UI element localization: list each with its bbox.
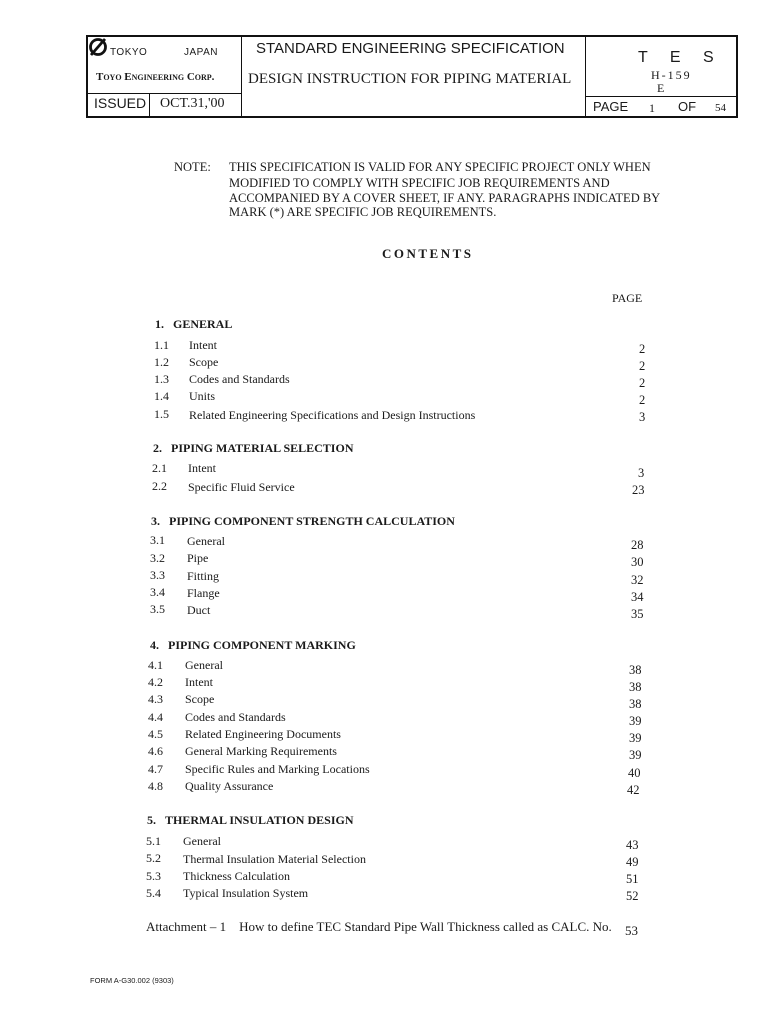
- toc-item-page: 2: [639, 342, 646, 356]
- toc-item-number: 5.2: [146, 851, 161, 865]
- toc-item-page: 38: [629, 697, 642, 711]
- contents-title: CONTENTS: [382, 246, 474, 261]
- section-number: 1.: [155, 317, 164, 331]
- toc-item-page: 39: [629, 748, 642, 762]
- toc-item-title: Pipe: [187, 551, 209, 565]
- toc-item-title: Intent: [188, 461, 216, 475]
- toc-item-number: 2.2: [152, 479, 167, 493]
- toc-item-title: Scope: [185, 692, 215, 706]
- toc-item-title: Units: [189, 389, 216, 403]
- toc-item-title: Duct: [187, 603, 211, 617]
- note-line: MODIFIED TO COMPLY WITH SPECIFIC JOB REQUIREMENTS AND: [229, 176, 610, 190]
- attachment-title: How to define TEC Standard Pipe Wall Thickness called as CALC. No.: [239, 919, 612, 934]
- document-title: DESIGN INSTRUCTION FOR PIPING MATERIAL: [248, 71, 572, 87]
- toc-item-number: 3.1: [150, 533, 165, 547]
- toc-item-page: 42: [627, 783, 640, 797]
- document-number: H-159: [651, 68, 692, 82]
- company-logo-icon: [88, 37, 108, 57]
- toc-item-number: 4.4: [148, 710, 163, 724]
- toc-item-number: 4.1: [148, 658, 163, 672]
- toc-item-page: 39: [629, 714, 642, 728]
- toc-item-number: 4.5: [148, 727, 163, 741]
- toc-item-title: Specific Rules and Marking Locations: [185, 762, 370, 776]
- toc-item-page: 38: [629, 680, 642, 694]
- toc-item-page: 40: [628, 766, 641, 780]
- section-title: PIPING MATERIAL SELECTION: [171, 441, 354, 455]
- toc-item-number: 5.4: [146, 886, 161, 900]
- toc-item-number: 1.5: [154, 407, 169, 421]
- toc-item-page: 52: [626, 889, 639, 903]
- note-line: MARK (*) ARE SPECIFIC JOB REQUIREMENTS.: [229, 205, 497, 219]
- note-label: NOTE:: [174, 160, 211, 174]
- toc-item-page: 2: [639, 393, 646, 407]
- toc-item-number: 2.1: [152, 461, 167, 475]
- toc-item-number: 1.2: [154, 355, 169, 369]
- company-city: TOKYO: [110, 47, 148, 58]
- attachment-entry: [146, 919, 612, 935]
- toc-item-title: Codes and Standards: [185, 710, 286, 724]
- spec-code: T E S: [638, 49, 723, 66]
- toc-item-page: 30: [631, 555, 644, 569]
- attachment-page: 53: [625, 923, 638, 938]
- toc-item-title: Typical Insulation System: [183, 886, 309, 900]
- section-heading: [147, 813, 353, 828]
- section-heading: [151, 514, 455, 529]
- toc-item-number: 4.8: [148, 779, 163, 793]
- toc-item-page: 32: [631, 573, 644, 587]
- toc-item-number: 4.2: [148, 675, 163, 689]
- toc-item-title: Codes and Standards: [189, 372, 290, 386]
- toc-item-title: Related Engineering Documents: [185, 727, 341, 741]
- toc-item-title: Related Engineering Specifications and Design Instructions: [189, 408, 476, 422]
- attachment-label: Attachment – 1: [146, 919, 227, 934]
- company-country: JAPAN: [184, 47, 218, 58]
- section-title: PIPING COMPONENT STRENGTH CALCULATION: [169, 514, 455, 528]
- toc-item-page: 23: [632, 483, 645, 497]
- section-number: 5.: [147, 813, 156, 827]
- toc-item-number: 1.1: [154, 338, 169, 352]
- toc-item-page: 51: [626, 872, 639, 886]
- section-title: THERMAL INSULATION DESIGN: [165, 813, 354, 827]
- section-heading: [150, 638, 356, 653]
- toc-item-page: 38: [629, 663, 642, 677]
- form-code: FORM A-G30.002 (9303): [90, 976, 174, 985]
- toc-item-title: General Marking Requirements: [185, 744, 337, 758]
- toc-item-number: 4.7: [148, 762, 163, 776]
- toc-item-title: Flange: [187, 586, 220, 600]
- toc-item-number: 3.3: [150, 568, 165, 582]
- section-number: 2.: [153, 441, 162, 455]
- spec-title: STANDARD ENGINEERING SPECIFICATION: [256, 40, 565, 57]
- of-label: OF: [678, 99, 697, 114]
- toc-item-title: Quality Assurance: [185, 779, 274, 793]
- section-title: PIPING COMPONENT MARKING: [168, 638, 356, 652]
- toc-item-title: Thermal Insulation Material Selection: [183, 852, 366, 866]
- page-label: PAGE: [593, 99, 629, 114]
- note-line: THIS SPECIFICATION IS VALID FOR ANY SPECIFIC PROJECT ONLY WHEN: [229, 160, 651, 174]
- toc-item-page: 43: [626, 838, 639, 852]
- toc-item-title: General: [187, 534, 225, 548]
- toc-item-page: 3: [639, 410, 646, 424]
- toc-item-title: Fitting: [187, 569, 220, 583]
- toc-item-number: 4.6: [148, 744, 163, 758]
- section-heading: [153, 441, 353, 456]
- toc-item-title: General: [183, 834, 221, 848]
- section-title: GENERAL: [173, 317, 233, 331]
- toc-item-number: 3.5: [150, 602, 165, 616]
- issued-label: ISSUED: [94, 95, 147, 111]
- toc-item-number: 3.2: [150, 551, 165, 565]
- toc-item-page: 3: [638, 466, 645, 480]
- toc-item-number: 3.4: [150, 585, 165, 599]
- issued-date: OCT.31,'00: [160, 96, 225, 111]
- note-line: ACCOMPANIED BY A COVER SHEET, IF ANY. PARAGRAPHS INDICATED BY: [229, 191, 661, 205]
- toc-item-number: 1.4: [154, 389, 169, 403]
- toc-item-title: Intent: [189, 338, 217, 352]
- edition: E: [657, 81, 665, 95]
- toc-item-number: 5.3: [146, 869, 161, 883]
- toc-item-number: 1.3: [154, 372, 169, 386]
- toc-item-page: 2: [639, 359, 646, 373]
- page-column-header: PAGE: [612, 291, 643, 305]
- toc-item-page: 49: [626, 855, 639, 869]
- toc-item-page: 34: [631, 590, 644, 604]
- company-name: Toyo Engineering Corp.: [96, 71, 215, 83]
- toc-item-title: Intent: [185, 675, 213, 689]
- page-number: 1: [649, 101, 655, 115]
- toc-item-title: Specific Fluid Service: [188, 480, 295, 494]
- document-header: [86, 35, 738, 118]
- toc-item-title: Scope: [189, 355, 219, 369]
- section-heading: [155, 317, 232, 332]
- page-total: 54: [715, 102, 726, 114]
- toc-item-number: 4.3: [148, 692, 163, 706]
- section-number: 4.: [150, 638, 159, 652]
- toc-item-title: Thickness Calculation: [183, 869, 290, 883]
- section-number: 3.: [151, 514, 160, 528]
- toc-item-page: 35: [631, 607, 644, 621]
- toc-item-page: 39: [629, 731, 642, 745]
- toc-item-page: 2: [639, 376, 646, 390]
- toc-item-title: General: [185, 658, 223, 672]
- toc-item-page: 28: [631, 538, 644, 552]
- toc-item-number: 5.1: [146, 834, 161, 848]
